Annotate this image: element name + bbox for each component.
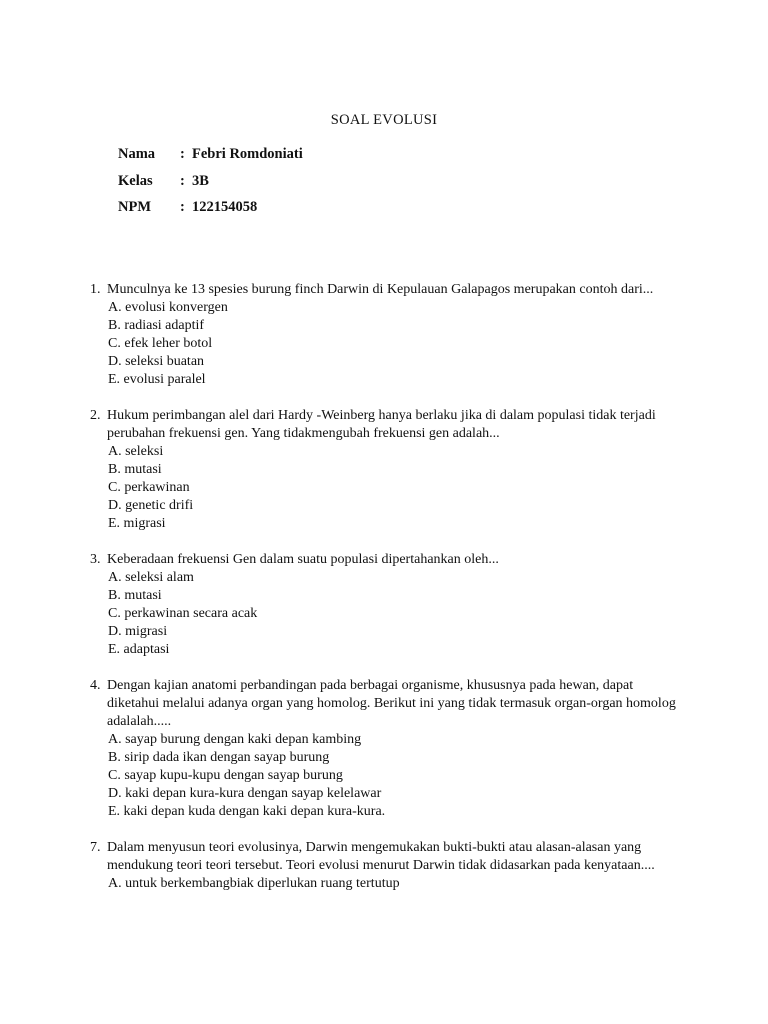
answer-options xyxy=(108,875,680,893)
identity-label: Nama xyxy=(118,146,156,162)
question-item xyxy=(90,407,680,533)
answer-options xyxy=(108,299,680,389)
answer-option: A. seleksi alam xyxy=(108,570,194,585)
question-text: Munculnya ke 13 spesies burung finch Darwin di Kepulauan Galapagos merupakan contoh dari... xyxy=(107,282,654,297)
identity-separator: : xyxy=(180,172,185,189)
question-number: 7. xyxy=(90,840,101,855)
question-line xyxy=(90,551,680,569)
answer-option: A. evolusi konvergen xyxy=(108,300,228,315)
answer-option: D. kaki depan kura-kura dengan sayap kelelawar xyxy=(108,786,382,801)
question-item xyxy=(90,677,680,821)
identity-label: Kelas xyxy=(118,172,153,189)
identity-value: Febri Romdoniati xyxy=(192,146,303,162)
question-line xyxy=(90,407,680,443)
question-line xyxy=(90,839,680,875)
question-text: Hukum perimbangan alel dari Hardy -Weinberg hanya berlaku jika di dalam populasi tidak terjadi perubahan frekuensi gen. Yang tidakmengubah frekuensi gen adalah... xyxy=(107,408,656,441)
answer-option: E. migrasi xyxy=(108,516,166,531)
answer-option: A. untuk berkembangbiak diperlukan ruang tertutup xyxy=(108,876,400,891)
student-identity xyxy=(118,146,303,226)
answer-option: B. mutasi xyxy=(108,588,162,603)
question-number: 4. xyxy=(90,678,101,693)
answer-option: A. sayap burung dengan kaki depan kambing xyxy=(108,732,362,747)
identity-value: 122154058 xyxy=(192,199,258,215)
answer-options xyxy=(108,443,680,533)
answer-option: E. evolusi paralel xyxy=(108,372,206,387)
identity-separator: : xyxy=(180,146,185,162)
answer-option: C. sayap kupu-kupu dengan sayap burung xyxy=(108,768,343,783)
answer-option: D. genetic drifi xyxy=(108,498,194,513)
question-item xyxy=(90,839,680,893)
question-item xyxy=(90,551,680,659)
identity-row-npm xyxy=(118,199,303,226)
question-text: Keberadaan frekuensi Gen dalam suatu populasi dipertahankan oleh... xyxy=(107,552,499,567)
question-item xyxy=(90,281,680,389)
question-text: Dalam menyusun teori evolusinya, Darwin mengemukakan bukti-bukti atau alasan-alasan yang mendukung teori teori tersebut. Teori evolusi menurut Darwin tidak didasarkan pada kenyataan.... xyxy=(107,840,655,873)
document-title: SOAL EVOLUSI xyxy=(330,112,438,128)
answer-option: D. migrasi xyxy=(108,624,168,639)
answer-option: B. mutasi xyxy=(108,462,162,477)
answer-option: D. seleksi buatan xyxy=(108,354,205,369)
identity-label: NPM xyxy=(118,199,152,215)
answer-option: C. perkawinan xyxy=(108,480,190,495)
identity-separator: : xyxy=(180,199,185,215)
answer-option: E. adaptasi xyxy=(108,642,170,657)
answer-option: C. efek leher botol xyxy=(108,336,213,351)
question-line xyxy=(90,281,680,299)
answer-option: B. sirip dada ikan dengan sayap burung xyxy=(108,750,330,765)
answer-option: A. seleksi xyxy=(108,444,164,459)
identity-value: 3B xyxy=(192,172,209,189)
question-number: 1. xyxy=(90,282,101,297)
question-number: 2. xyxy=(90,408,101,423)
question-list xyxy=(90,281,680,911)
answer-options xyxy=(108,731,680,821)
answer-option: E. kaki depan kuda dengan kaki depan kura-kura. xyxy=(108,804,386,819)
answer-option: C. perkawinan secara acak xyxy=(108,606,258,621)
answer-option: B. radiasi adaptif xyxy=(108,318,205,333)
identity-row-class xyxy=(118,173,303,200)
identity-row-name xyxy=(118,146,303,173)
question-line xyxy=(90,677,680,731)
question-number: 3. xyxy=(90,552,101,567)
question-text: Dengan kajian anatomi perbandingan pada berbagai organisme, khususnya pada hewan, dapat diketahui melalui adanya organ yang homolog. Berikut ini yang tidak termasuk organ-organ homolog adalalah..... xyxy=(107,678,676,729)
answer-options xyxy=(108,569,680,659)
